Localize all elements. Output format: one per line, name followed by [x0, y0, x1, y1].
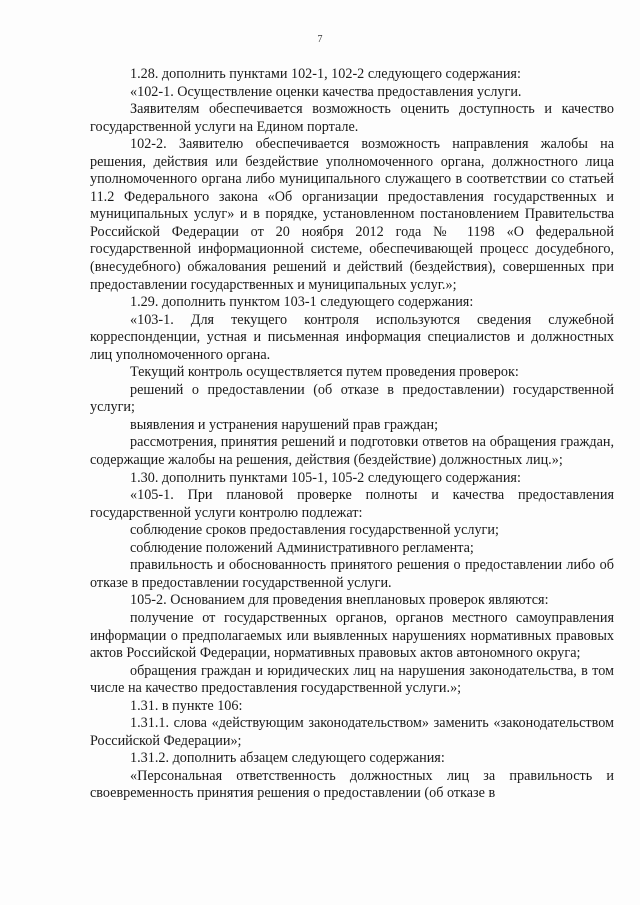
paragraph-information: получение от государственных органов, органов местного самоуправления информации о предполагаемых или выявленных нарушениях нормативных правовых актов Российской Федерации, нормативных правовых актов автономного округа; — [90, 609, 614, 662]
document-body — [90, 66, 614, 803]
paragraph-102-1-body: Заявителям обеспечивается возможность оценить доступность и качество государственной услуги на Едином портале. — [90, 101, 614, 135]
paragraph-current-control: Текущий контроль осуществляется путем проведения проверок: — [130, 364, 519, 381]
page-number: 7 — [317, 34, 323, 45]
paragraph-1-31-1: 1.31.1. слова «действующим законодательством» заменить «законодательством Российской Федерации»; — [90, 715, 614, 749]
paragraph-1-30: 1.30. дополнить пунктами 105-1, 105-2 следующего содержания: — [130, 469, 521, 486]
paragraph-105-2: 105-2. Основанием для проведения внеплановых проверок являются: — [130, 592, 549, 609]
paragraph-review: рассмотрения, принятия решений и подготовки ответов на обращения граждан, содержащие жалобы на решения, действия (бездействие) должностных лиц.»; — [90, 434, 614, 469]
paragraph-1-31: 1.31. в пункте 106: — [130, 697, 243, 714]
paragraph-regulation: соблюдение положений Административного регламента; — [130, 539, 474, 556]
paragraph-1-31-2: 1.31.2. дополнить абзацем следующего содержания: — [130, 750, 445, 767]
paragraph-correctness: правильность и обоснованность принятого решения о предоставлении либо об отказе в предоставлении государственной услуги. — [90, 557, 614, 591]
paragraph-1-28: 1.28. дополнить пунктами 102-1, 102-2 следующего содержания: — [130, 66, 521, 82]
paragraph-102-2: 102-2. Заявителю обеспечивается возможность направления жалобы на решения, действия или бездействие уполномоченного органа, должностного лица уполномоченного органа либо муниципального служащего в соответствии со статьей 11.2 Федерального закона «Об организации предоставления государственных и муниципальных услуг» и в порядке, установленном постановлением Правительства Российской Федерации от 20 ноября 2012 года № 1198 «О федеральной государственной информационной системе, обеспечивающей процесс досудебного, (внесудебного) обжалования решений и действий (бездействия), совершенных при предоставлении государственных и муниципальных услуг.»; — [90, 136, 614, 293]
paragraph-103-1: «103-1. Для текущего контроля используются сведения служебной корреспонденции, устная и письменная информация специалистов и должностных лиц уполномоченного органа. — [90, 311, 614, 363]
paragraph-1-29: 1.29. дополнить пунктом 103-1 следующего содержания: — [130, 294, 474, 311]
paragraph-105-1: «105-1. При плановой проверке полноты и качества предоставления государственной услуги контролю подлежат: — [90, 487, 614, 521]
paragraph-appeals: обращения граждан и юридических лиц на нарушения законодательства, в том числе на качество предоставления государственной услуги.»; — [90, 662, 614, 697]
paragraph-102-1-heading: «102-1. Осуществление оценки качества предоставления услуги. — [130, 83, 522, 100]
paragraph-responsibility: «Персональная ответственность должностных лиц за правильность и своевременность принятия решения о предоставлении (об отказе в — [90, 767, 614, 802]
paragraph-deadlines: соблюдение сроков предоставления государственной услуги; — [130, 522, 499, 539]
paragraph-decisions: решений о предоставлении (об отказе в предоставлении) государственной услуги; — [90, 381, 614, 416]
paragraph-violations: выявления и устранения нарушений прав граждан; — [130, 416, 439, 433]
